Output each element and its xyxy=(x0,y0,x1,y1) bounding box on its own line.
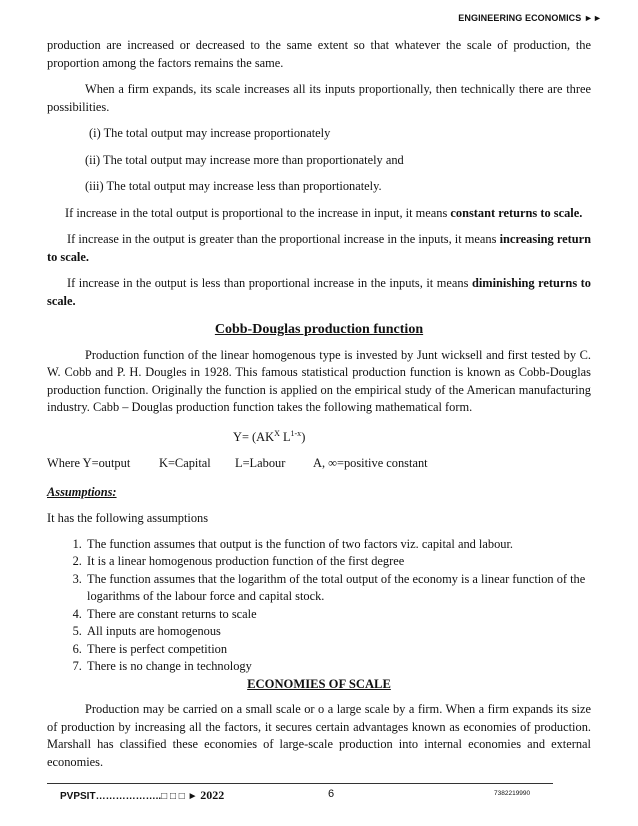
increasing-returns-text: If increase in the output is greater than the proportional increase in the inputs, it means xyxy=(67,232,500,246)
footer-year: 2022 xyxy=(200,788,225,802)
diminishing-returns-term: diminishing returns to scale. xyxy=(47,276,591,308)
definition-constant: A, ∞=positive constant xyxy=(313,456,428,470)
assumptions-heading: Assumptions: xyxy=(47,484,117,499)
paragraph-increasing-returns xyxy=(47,231,591,266)
paragraph-possibilities: When a firm expands, its scale increases all its inputs proportionally, then technically there are three possibilities. xyxy=(47,82,591,114)
assumptions-list xyxy=(47,536,591,676)
cobb-douglas-formula xyxy=(47,429,591,447)
footer-phone: 7382219990 xyxy=(494,790,531,797)
list-item: 7. There is no change in technology xyxy=(85,658,591,676)
diminishing-returns-text: If increase in the output is less than proportional increase in the inputs, it means xyxy=(67,276,472,290)
formula-exponent: 1-x xyxy=(290,428,302,438)
list-item: 2. It is a linear homogenous production function of the first degree xyxy=(85,553,591,571)
assumptions-intro: It has the following assumptions xyxy=(47,511,209,525)
economies-heading: ECONOMIES OF SCALE xyxy=(247,676,391,691)
possibility-item: (i) The total output may increase proportionately xyxy=(89,126,331,140)
formula-exponent: X xyxy=(274,428,280,438)
page-content xyxy=(47,37,591,771)
paragraph-diminishing-returns xyxy=(47,275,591,310)
possibilities-list xyxy=(85,125,591,196)
list-item: 5. All inputs are homogenous xyxy=(85,623,591,641)
paragraph-cobb-douglas: Production function of the linear homogenous type is invested by Junt wicksell and first tested by C. W. Cobb and P. H. Dougles in 1928. This famous statistical production function is known as Cobb-Douglas production function. Originally the function is applied on the empirical study of the American manufacturing industry. Cabb – Douglas production function takes the following mathematical form. xyxy=(47,347,591,414)
constant-returns-term: constant returns to scale. xyxy=(450,205,583,220)
constant-returns-text: If increase in the total output is proportional to the increase in input, it means xyxy=(65,205,451,220)
paragraph-continuation: production are increased or decreased to the same extent so that whatever the scale of production, the proportion among the factors remains the same. xyxy=(47,38,591,70)
formula-part: Y= (AK xyxy=(233,429,275,444)
page-number: 6 xyxy=(328,788,335,800)
list-item: 4. There are constant returns to scale xyxy=(85,606,591,624)
cobb-douglas-heading: Cobb-Douglas production function xyxy=(214,322,424,337)
possibility-item: (iii) The total output may increase less than proportionately. xyxy=(85,179,382,193)
definition-capital: K=Capital xyxy=(159,456,211,470)
paragraph-constant-returns xyxy=(47,205,591,223)
definition-output: Where Y=output xyxy=(47,456,131,470)
possibility-item: (ii) The total output may increase more than proportionately and xyxy=(85,152,404,167)
formula-part: ) xyxy=(301,429,306,444)
increasing-returns-term: increasing return to scale. xyxy=(47,232,592,264)
paragraph-economies: Production may be carried on a small scale or o a large scale by a firm. When a firm expands its size of production by increasing all the factors, it secures certain advantages known as economies of production. Marshall has classified these economies of large-scale production into internal economies and external economies. xyxy=(47,702,591,769)
formula-part: L xyxy=(279,429,291,444)
list-item: 1. The function assumes that output is the function of two factors viz. capital and labour. xyxy=(85,536,591,554)
list-item: 6. There is perfect competition xyxy=(85,641,591,659)
footer-institution: PVPSIT………………..□ □ □ ► xyxy=(60,791,201,802)
running-header: ENGINEERING ECONOMICS ►► xyxy=(458,13,602,23)
variable-definitions xyxy=(47,455,591,473)
footer-divider xyxy=(47,783,553,784)
definition-labour: L=Labour xyxy=(235,456,286,470)
footer-left xyxy=(60,788,224,803)
list-item: 3. The function assumes that the logarithm of the total output of the economy is a linear function of the logarithms of the labour force and capital stock. xyxy=(85,571,591,606)
